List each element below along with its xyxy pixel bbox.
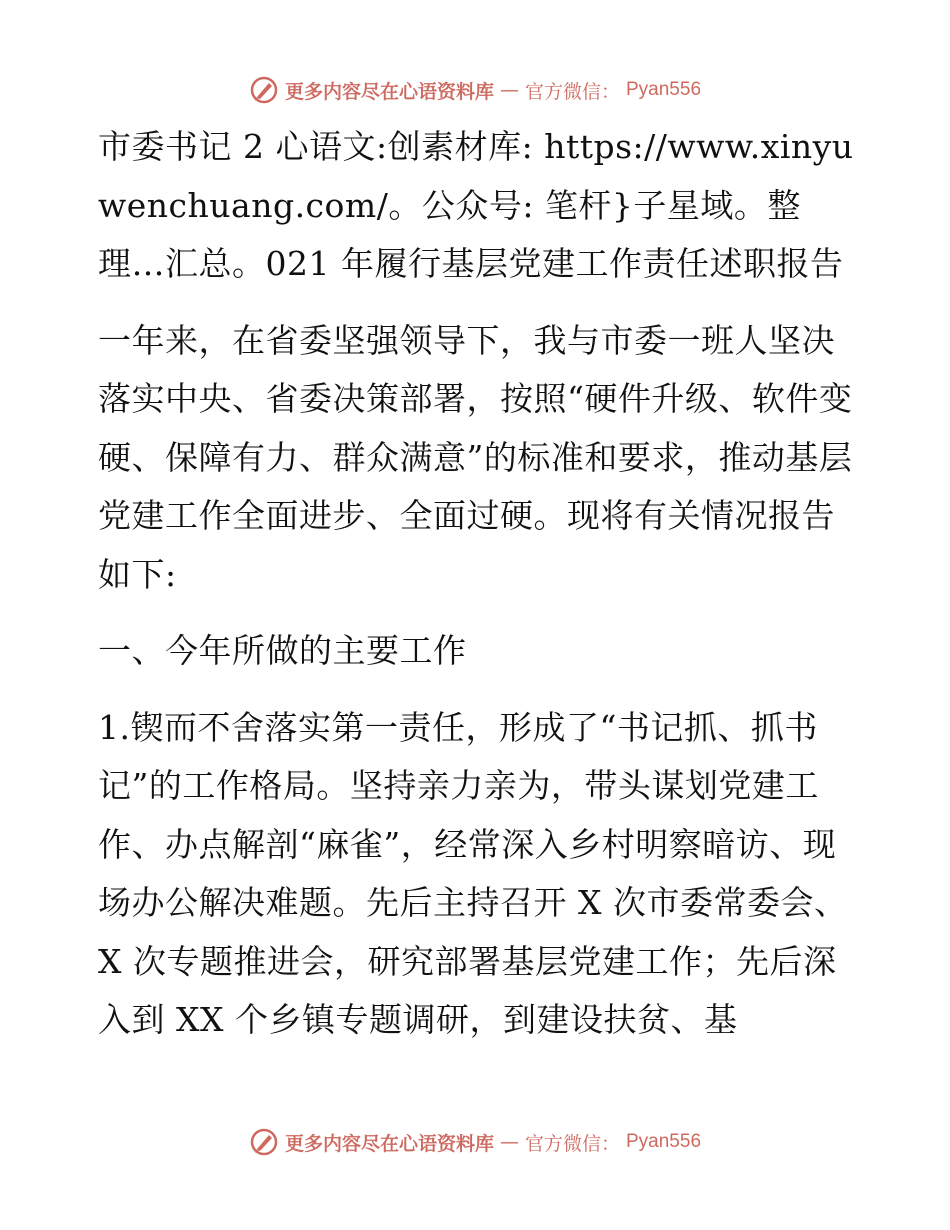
watermark-dash: — <box>499 1131 519 1153</box>
watermark-sub-text: 官方微信： <box>524 80 620 103</box>
watermark-wechat-id: Pyan556 <box>626 1131 702 1152</box>
header-watermark <box>0 70 950 110</box>
pen-logo-icon <box>249 75 279 105</box>
watermark-main-text: 更多内容尽在心语资料库 <box>284 80 494 103</box>
footer-watermark <box>0 1122 950 1162</box>
paragraph-intro: 一年来，在省委坚强领导下，我与市委一班人坚决落实中央、省委决策部署，按照“硬件升级、软件变硬、保障有力、群众满意”的标准和要求，推动基层党建工作全面进步、全面过硬。现将有关情况报告如下: <box>98 320 853 594</box>
section-heading: 一、今年所做的主要工作 <box>98 631 467 670</box>
paragraph-first-responsibility: 1.锲而不舍落实第一责任，形成了“书记抓、抓书记”的工作格局。坚持亲力亲为，带头谋划党建工作、办点解剖“麻雀”，经常深入乡村明察暗访、现场办公解决难题。先后主持召开 X 次市委常委会、X 次专题推进会，研究部署基层党建工作；先后深入到 XX 个乡镇专题调研，到建设扶贫、基 <box>98 707 848 1039</box>
watermark-dash: — <box>499 79 519 101</box>
watermark-sub-text: 官方微信： <box>524 1132 620 1155</box>
watermark-wechat-id: Pyan556 <box>626 79 702 100</box>
document-title: 市委书记 2 心语文:创素材库: https://www.xinyuwenchuang.com/。公众号: 笔杆}子星域。整理…汇总。021 年履行基层党建工作责任述职报告 <box>98 127 854 283</box>
watermark-main-text: 更多内容尽在心语资料库 <box>284 1132 494 1155</box>
pen-logo-icon <box>249 1127 279 1157</box>
document-body <box>98 118 858 1068</box>
